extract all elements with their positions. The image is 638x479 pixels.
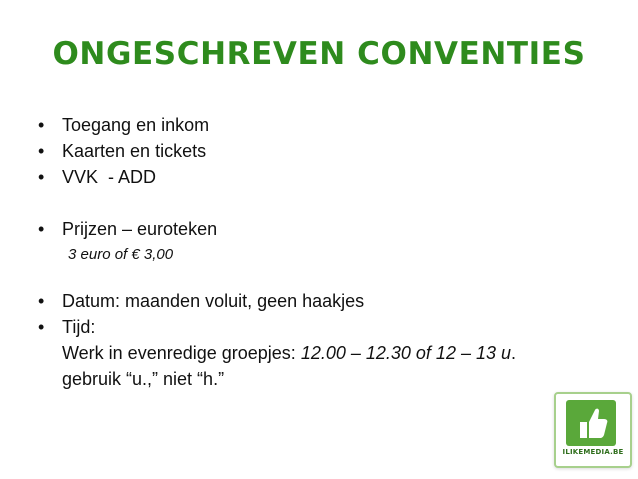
bullet-dot: • <box>38 167 45 187</box>
logo-text: ILIKEMEDIA.BE <box>562 448 624 456</box>
ilikemedia-logo <box>554 392 632 468</box>
bullet-text: gebruik “u.,” niet “h.” <box>62 369 225 389</box>
bullet-text: . <box>511 343 517 363</box>
bullet-item <box>36 138 616 164</box>
bullet-dot: • <box>38 219 45 239</box>
bullet-dot: • <box>38 141 45 161</box>
bullet-text: Werk in evenredige groepjes: <box>62 343 301 363</box>
bullet-dot: • <box>38 115 45 135</box>
bullet-dot: • <box>38 291 45 311</box>
bullet-text: VVK - ADD <box>62 167 157 187</box>
thumbs-up-icon <box>566 400 616 446</box>
sub-bullet-text: 3 euro of € 3,00 <box>68 246 174 263</box>
spacer <box>36 268 616 288</box>
bullet-item <box>36 112 616 138</box>
logo-badge <box>566 400 616 446</box>
slide-title: ONGESCHREVEN CONVENTIES <box>52 36 586 72</box>
bullet-item <box>36 314 616 392</box>
bullet-text: Tijd: <box>62 317 96 337</box>
bullet-item <box>36 216 616 242</box>
bullet-line <box>62 340 616 366</box>
bullet-text: Datum: maanden voluit, geen haakjes <box>62 291 365 311</box>
bullet-list <box>36 112 616 392</box>
time-example: 12.00 – 12.30 of 12 – 13 u <box>300 343 511 363</box>
bullet-item <box>36 288 616 314</box>
bullet-item <box>36 164 616 190</box>
bullet-text: Kaarten en tickets <box>62 141 207 161</box>
bullet-text: Prijzen – euroteken <box>62 219 218 239</box>
bullet-dot: • <box>38 317 45 337</box>
bullet-text: Toegang en inkom <box>62 115 210 135</box>
spacer <box>36 190 616 216</box>
